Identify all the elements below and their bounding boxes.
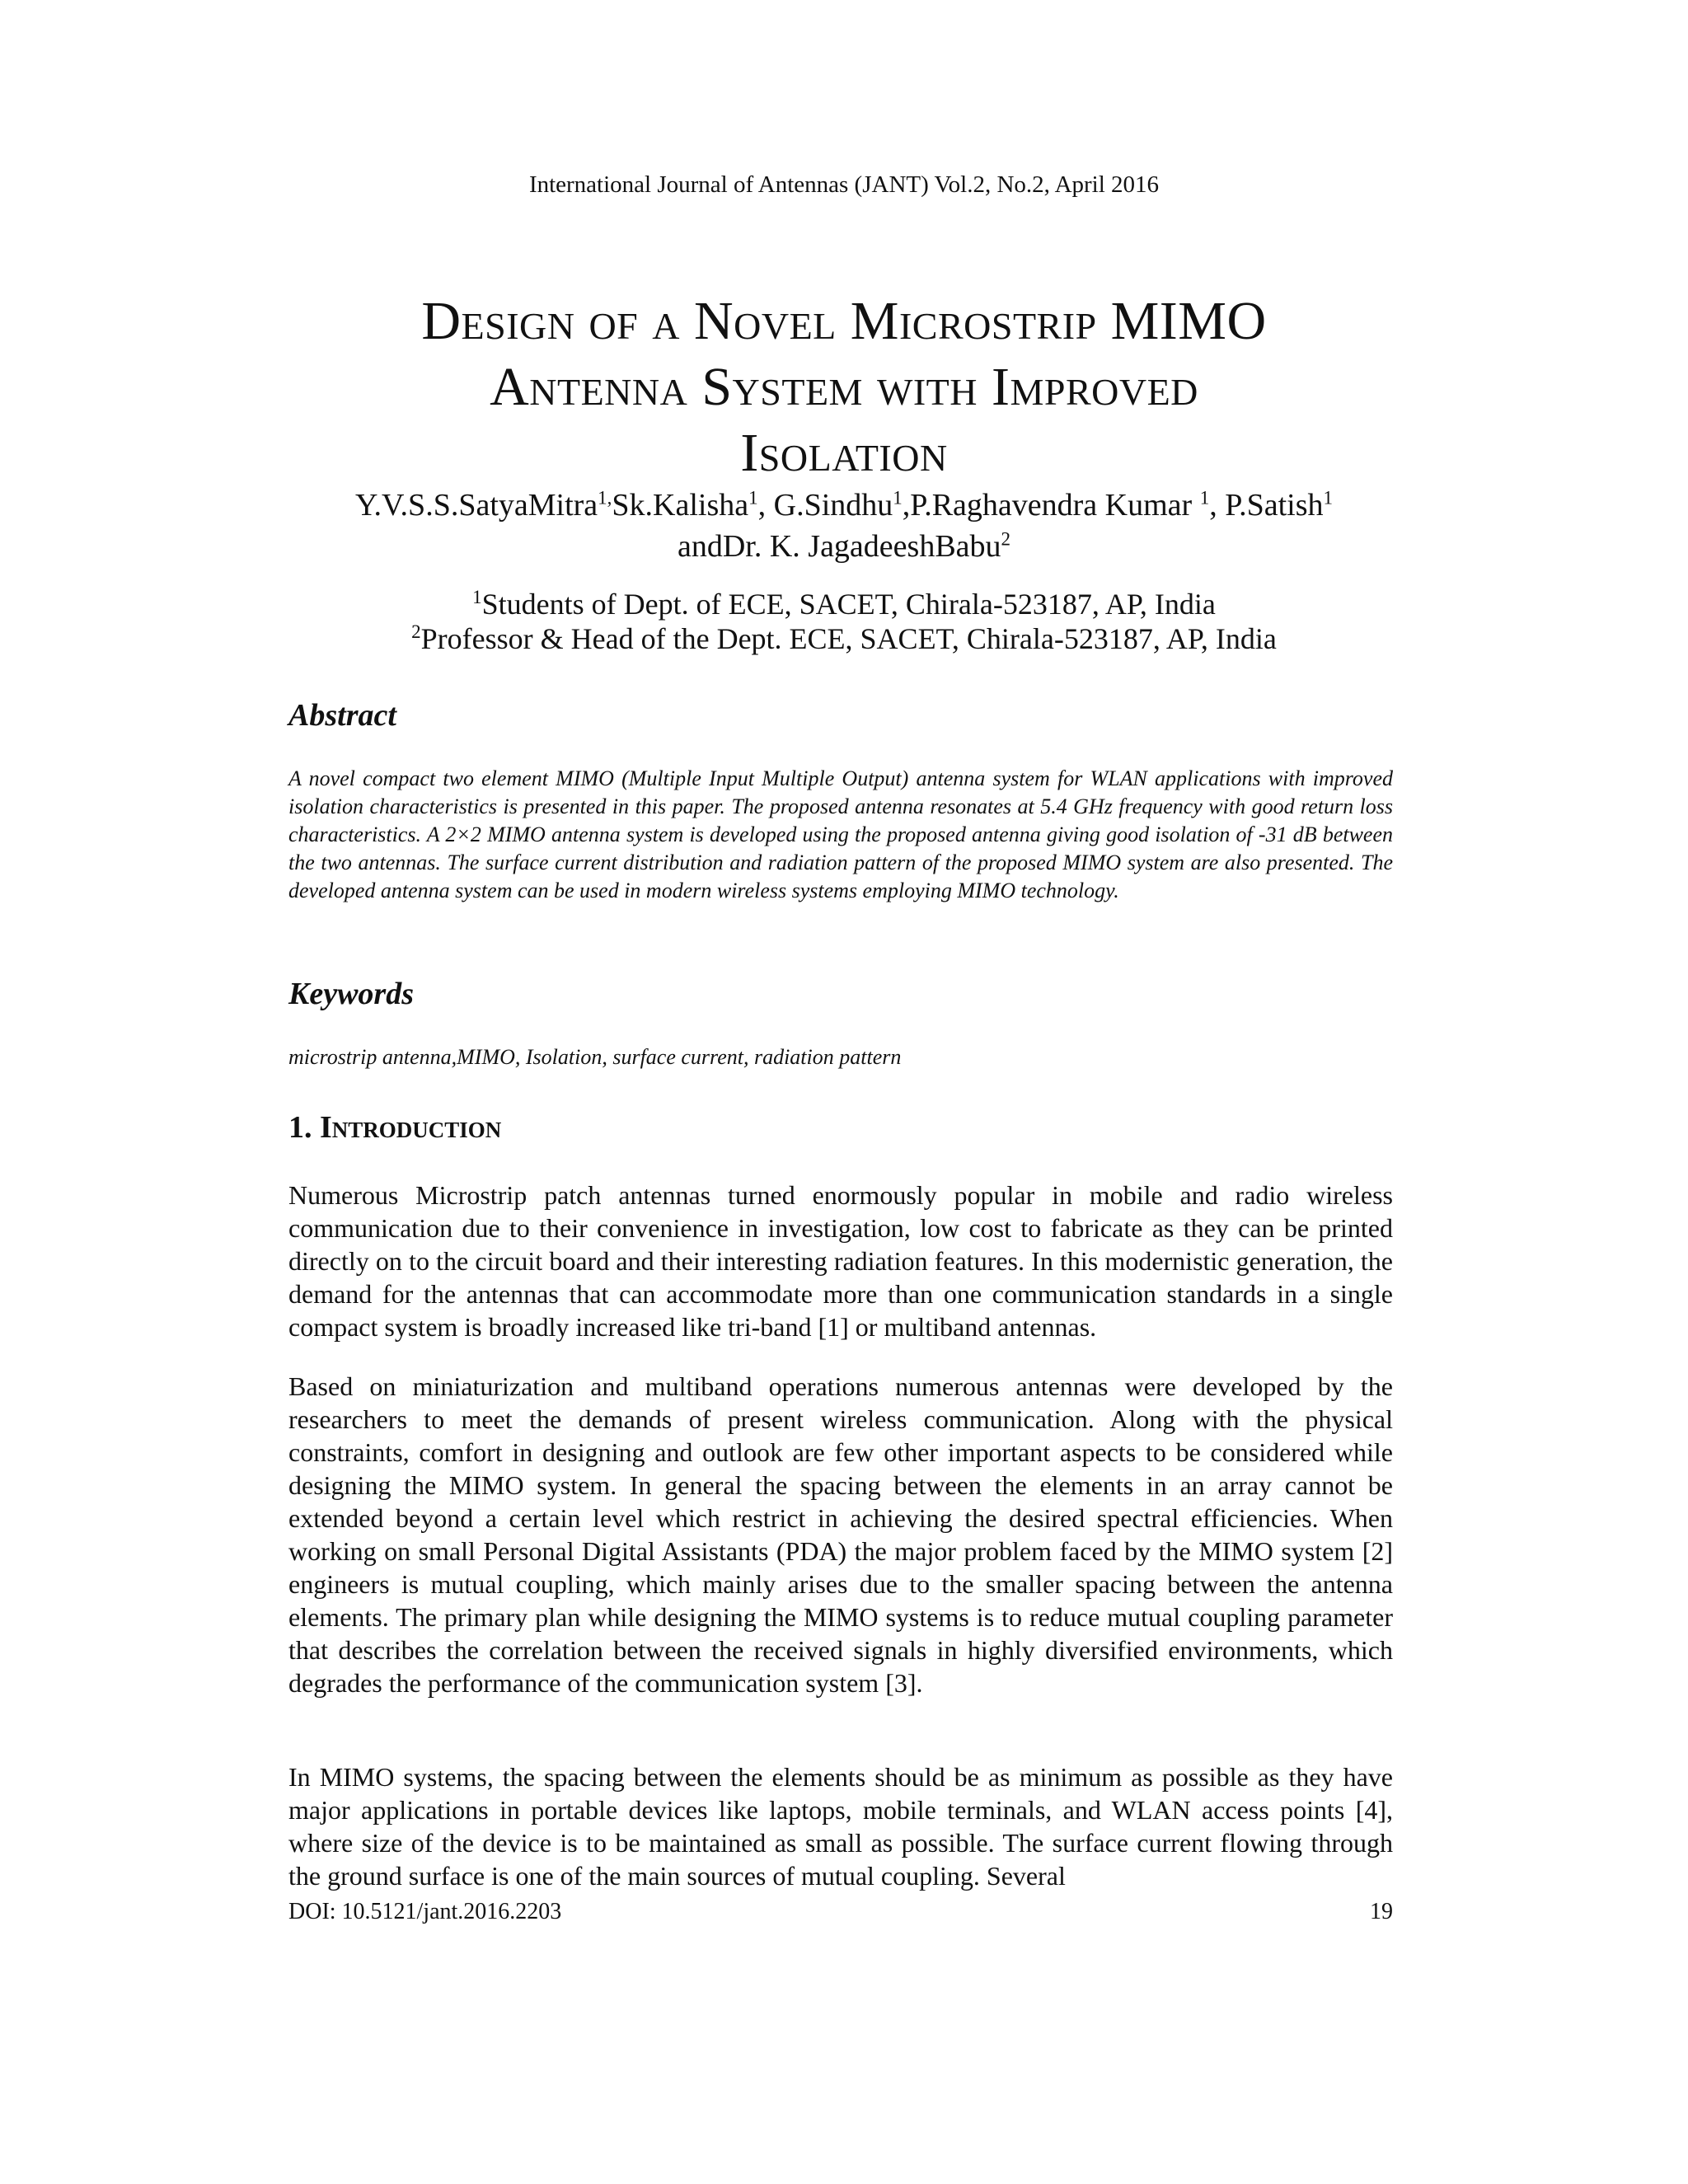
doi-label: DOI: 10.5121/jant.2016.2203: [288, 1899, 562, 1924]
author-sup: 2: [1001, 528, 1011, 550]
intro-paragraph-2: Based on miniaturization and multiband operations numerous antennas were developed by the researchers to meet the demands of present wireless communication. Along with the physical constraints, comfort in designing and outlook are few other important aspects to be considered while designing the MIMO system. In general the spacing between the elements in an array cannot be extended beyond a certain level which restrict in achieving the desired spectral efficiencies. When working on small Personal Digital Assistants (PDA) the major problem faced by the MIMO system [2] engineers is mutual coupling, which mainly arises due to the smaller spacing between the antenna elements. The primary plan while designing the MIMO systems is to reduce mutual coupling parameter that describes the correlation between the received signals in highly diversified environments, which degrades the performance of the communication system [3].: [288, 1371, 1393, 1698]
abstract-heading: Abstract: [288, 698, 396, 733]
affiliation-1: $^1$Students of Dept. of ECE, SACET, Chirala-523187, AP, India: [472, 587, 1216, 621]
author-line-1: Y.V.S.S.SatyaMitra$^{1,}$Sk.Kalisha$^1$, G.Sindhu$^1$,P.Raghavendra Kumar $^1$, P.Satish$^1$: [354, 487, 1334, 523]
author-name: Sk.Kalisha: [612, 488, 749, 523]
affil-sup: 2: [411, 621, 421, 642]
abstract-text: A novel compact two element MIMO (Multiple Input Multiple Output) antenna system for WLAN applications with improved isolation characteristics is presented in this paper. The proposed antenna resonates at 5.4 GHz frequency with good return loss characteristics. A 2×2 MIMO antenna system is developed using the proposed antenna giving good isolation of -31 dB between the two antennas. The surface current distribution and radiation pattern of the proposed MIMO system are also presented. The developed antenna system can be used in modern wireless systems employing MIMO technology.: [288, 766, 1393, 902]
section-heading-introduction: 1. Introduction: [288, 1110, 502, 1145]
author-name: Y.V.S.S.SatyaMitra: [354, 488, 598, 523]
intro-paragraph-1: Numerous Microstrip patch antennas turned enormously popular in mobile and radio wireless communication due to their convenience in investigation, low cost to fabricate as they can be printed directly on to the circuit board and their interesting radiation features. In this modernistic generation, the demand for the antennas that can accommodate more than one communication standards in a single compact system is broadly increased like tri-band [1] or multiband antennas.: [288, 1180, 1393, 1342]
author-sup-sep: ,: [607, 487, 612, 509]
page-number: 19: [1370, 1899, 1393, 1924]
intro-paragraph-3: In MIMO systems, the spacing between the elements should be as minimum as possible as they have major applications in portable devices like laptops, mobile terminals, and WLAN access points [4], where size of the device is to be maintained as small as possible. The surface current flowing through the ground surface is one of the main sources of mutual coupling. Several: [288, 1762, 1393, 1891]
title-line-1: Design of a Novel Microstrip MIMO: [421, 291, 1267, 351]
author-sup: 1: [598, 487, 607, 509]
author-sup: 1: [893, 487, 903, 509]
affil-sup: 1: [472, 587, 482, 607]
affiliation-2: $^2$Professor & Head of the Dept. ECE, SACET, Chirala-523187, AP, India: [411, 621, 1277, 655]
keywords-heading: Keywords: [288, 977, 414, 1011]
affiliations: [247, 587, 1441, 656]
author-name: G.Sindhu: [773, 488, 893, 523]
paper-title: [247, 288, 1441, 486]
author-name: P.Raghavendra Kumar: [910, 488, 1193, 523]
keywords-text: microstrip antenna,MIMO, Isolation, surface current, radiation pattern: [288, 1045, 902, 1069]
running-header: International Journal of Antennas (JANT) Vol.2, No.2, April 2016: [528, 171, 1160, 198]
title-line-2: Antenna System with Improved: [490, 357, 1198, 417]
author-name: P.Satish: [1225, 488, 1324, 523]
author-name: andDr. K. JagadeeshBabu: [677, 529, 1001, 564]
title-line-3: Isolation: [740, 423, 948, 483]
author-list: [247, 485, 1441, 567]
author-sup: 1: [1323, 487, 1334, 509]
author-sup: 1: [1199, 487, 1210, 509]
page-footer: [288, 1899, 1393, 1925]
author-sup: 1: [748, 487, 758, 509]
author-line-2: [247, 526, 1441, 567]
